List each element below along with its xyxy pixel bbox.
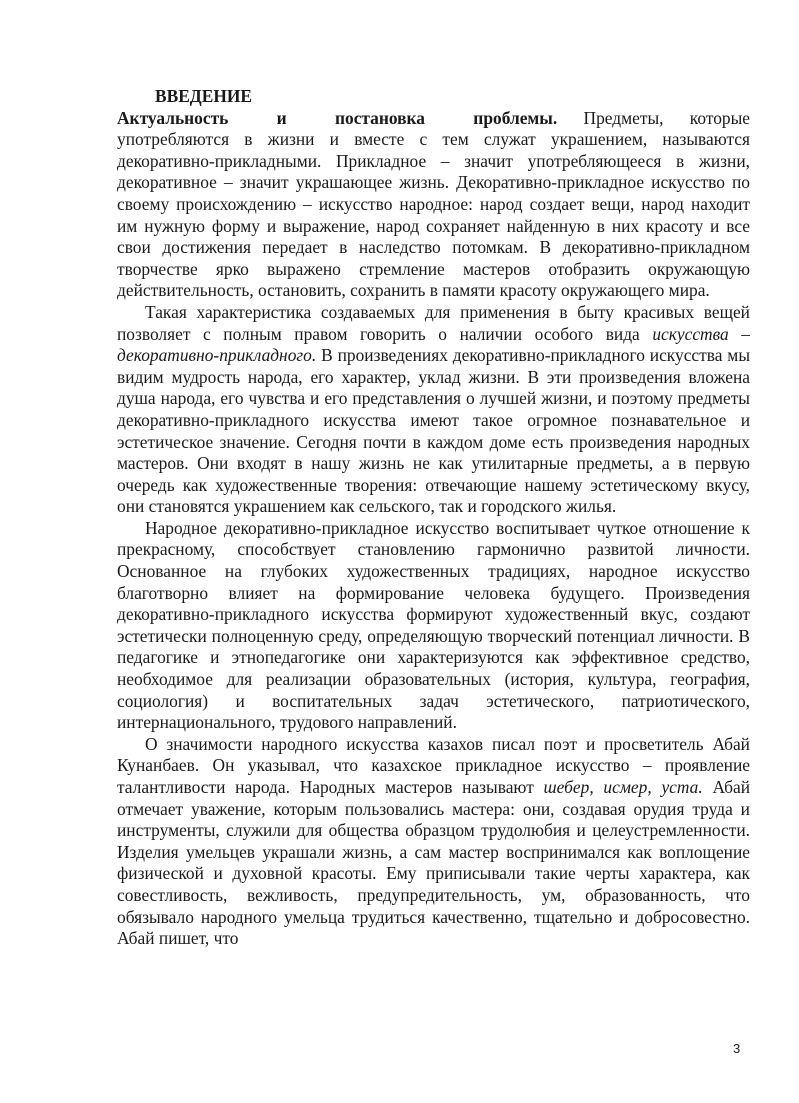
italic-term: шебер, исмер, уста.	[543, 777, 703, 797]
section-heading: ВВЕДЕНИЕ	[155, 86, 253, 106]
paragraph-abai	[117, 734, 750, 950]
paragraph-lead: Актуальность и постановка проблемы.	[117, 107, 558, 128]
paragraph-relevance	[117, 108, 750, 302]
paragraph-folk-art: Народное декоративно-прикладное искусство воспитывает чуткое отношение к прекрасному, способствует становлению гармонично развитой личности. Основанное на глубоких художественных традициях, народное искусство благотворно влияет на формирование человека будущего. Произведения декоративно-прикладного искусства формируют художественный вкус, создают эстетически полноценную среду, определяющую творческий потенциал личности. В педагогике и этнопедагогике они характеризуются как эффективное средство, необходимое для реализации образовательных (история, культура, география, социология) и воспитательных задач эстетического, патриотического, интернационального, трудового направлений.	[117, 517, 750, 733]
document-body	[117, 86, 750, 950]
paragraph-text: Такая характеристика создаваемых для применения в быту красивых вещей позволяет с полным правом говорить о наличии особого вида	[117, 301, 750, 344]
paragraph-text: В произведениях декоративно-прикладного искусства мы видим мудрость народа, его характер, уклад жизни. В эти произведения вложена душа народа, его чувства и его представления о лучшей жизни, и поэтому предметы декоративно-прикладного искусства имеют такое огромное познавательное и эстетическое значение. Сегодня почти в каждом доме есть произведения народных мастеров. Они входят в нашу жизнь не как утилитарные предметы, а в первую очередь как художественные творения: отвечающие нашему эстетическому вкусу, они становятся украшением как сельского, так и городского жилья.	[117, 345, 750, 517]
paragraph-text: Абай отмечает уважение, которым пользовались мастера: они, создавая орудия труда и инструменты, служили для общества образцом трудолюбия и целеустремленности. Изделия умельцев украшали жизнь, а сам мастер воспринимался как воплощение физической и духовной красоты. Ему приписывали такие черты характера, как совестливость, вежливость, предупредительность, ум, образованность, что обязывало народного умельца трудиться качественно, тщательно и добросовестно. Абай пишет, что	[117, 777, 750, 949]
page-number: 3	[733, 1041, 741, 1056]
paragraph-text: О значимости народного искусства казахов писал поэт и просветитель Абай Кунанбаев. Он указывал, что казахское прикладное искусство – проявление талантливости народа. Народных мастеров называют	[117, 733, 750, 797]
italic-term: искусства – декоративно-прикладного.	[117, 323, 750, 366]
paragraph-characteristics	[117, 302, 750, 518]
paragraph-text: Предметы, которые употребляются в жизни и вместе с тем служат украшением, называются декоративно-прикладными. Прикладное – значит употребляющееся в жизни, декоративное – значит украшающее жизнь. Декоративно-прикладное искусство по своему происхождению – искусство народное: народ создает вещи, народ находит им нужную форму и выражение, народ сохраняет найденную в них красоту и все свои достижения передает в наследство потомкам. В декоративно-прикладном творчестве ярко выражено стремление мастеров отобразить окружающую действительность, остановить, сохранить в памяти красоту окружающего мира.	[117, 107, 750, 301]
